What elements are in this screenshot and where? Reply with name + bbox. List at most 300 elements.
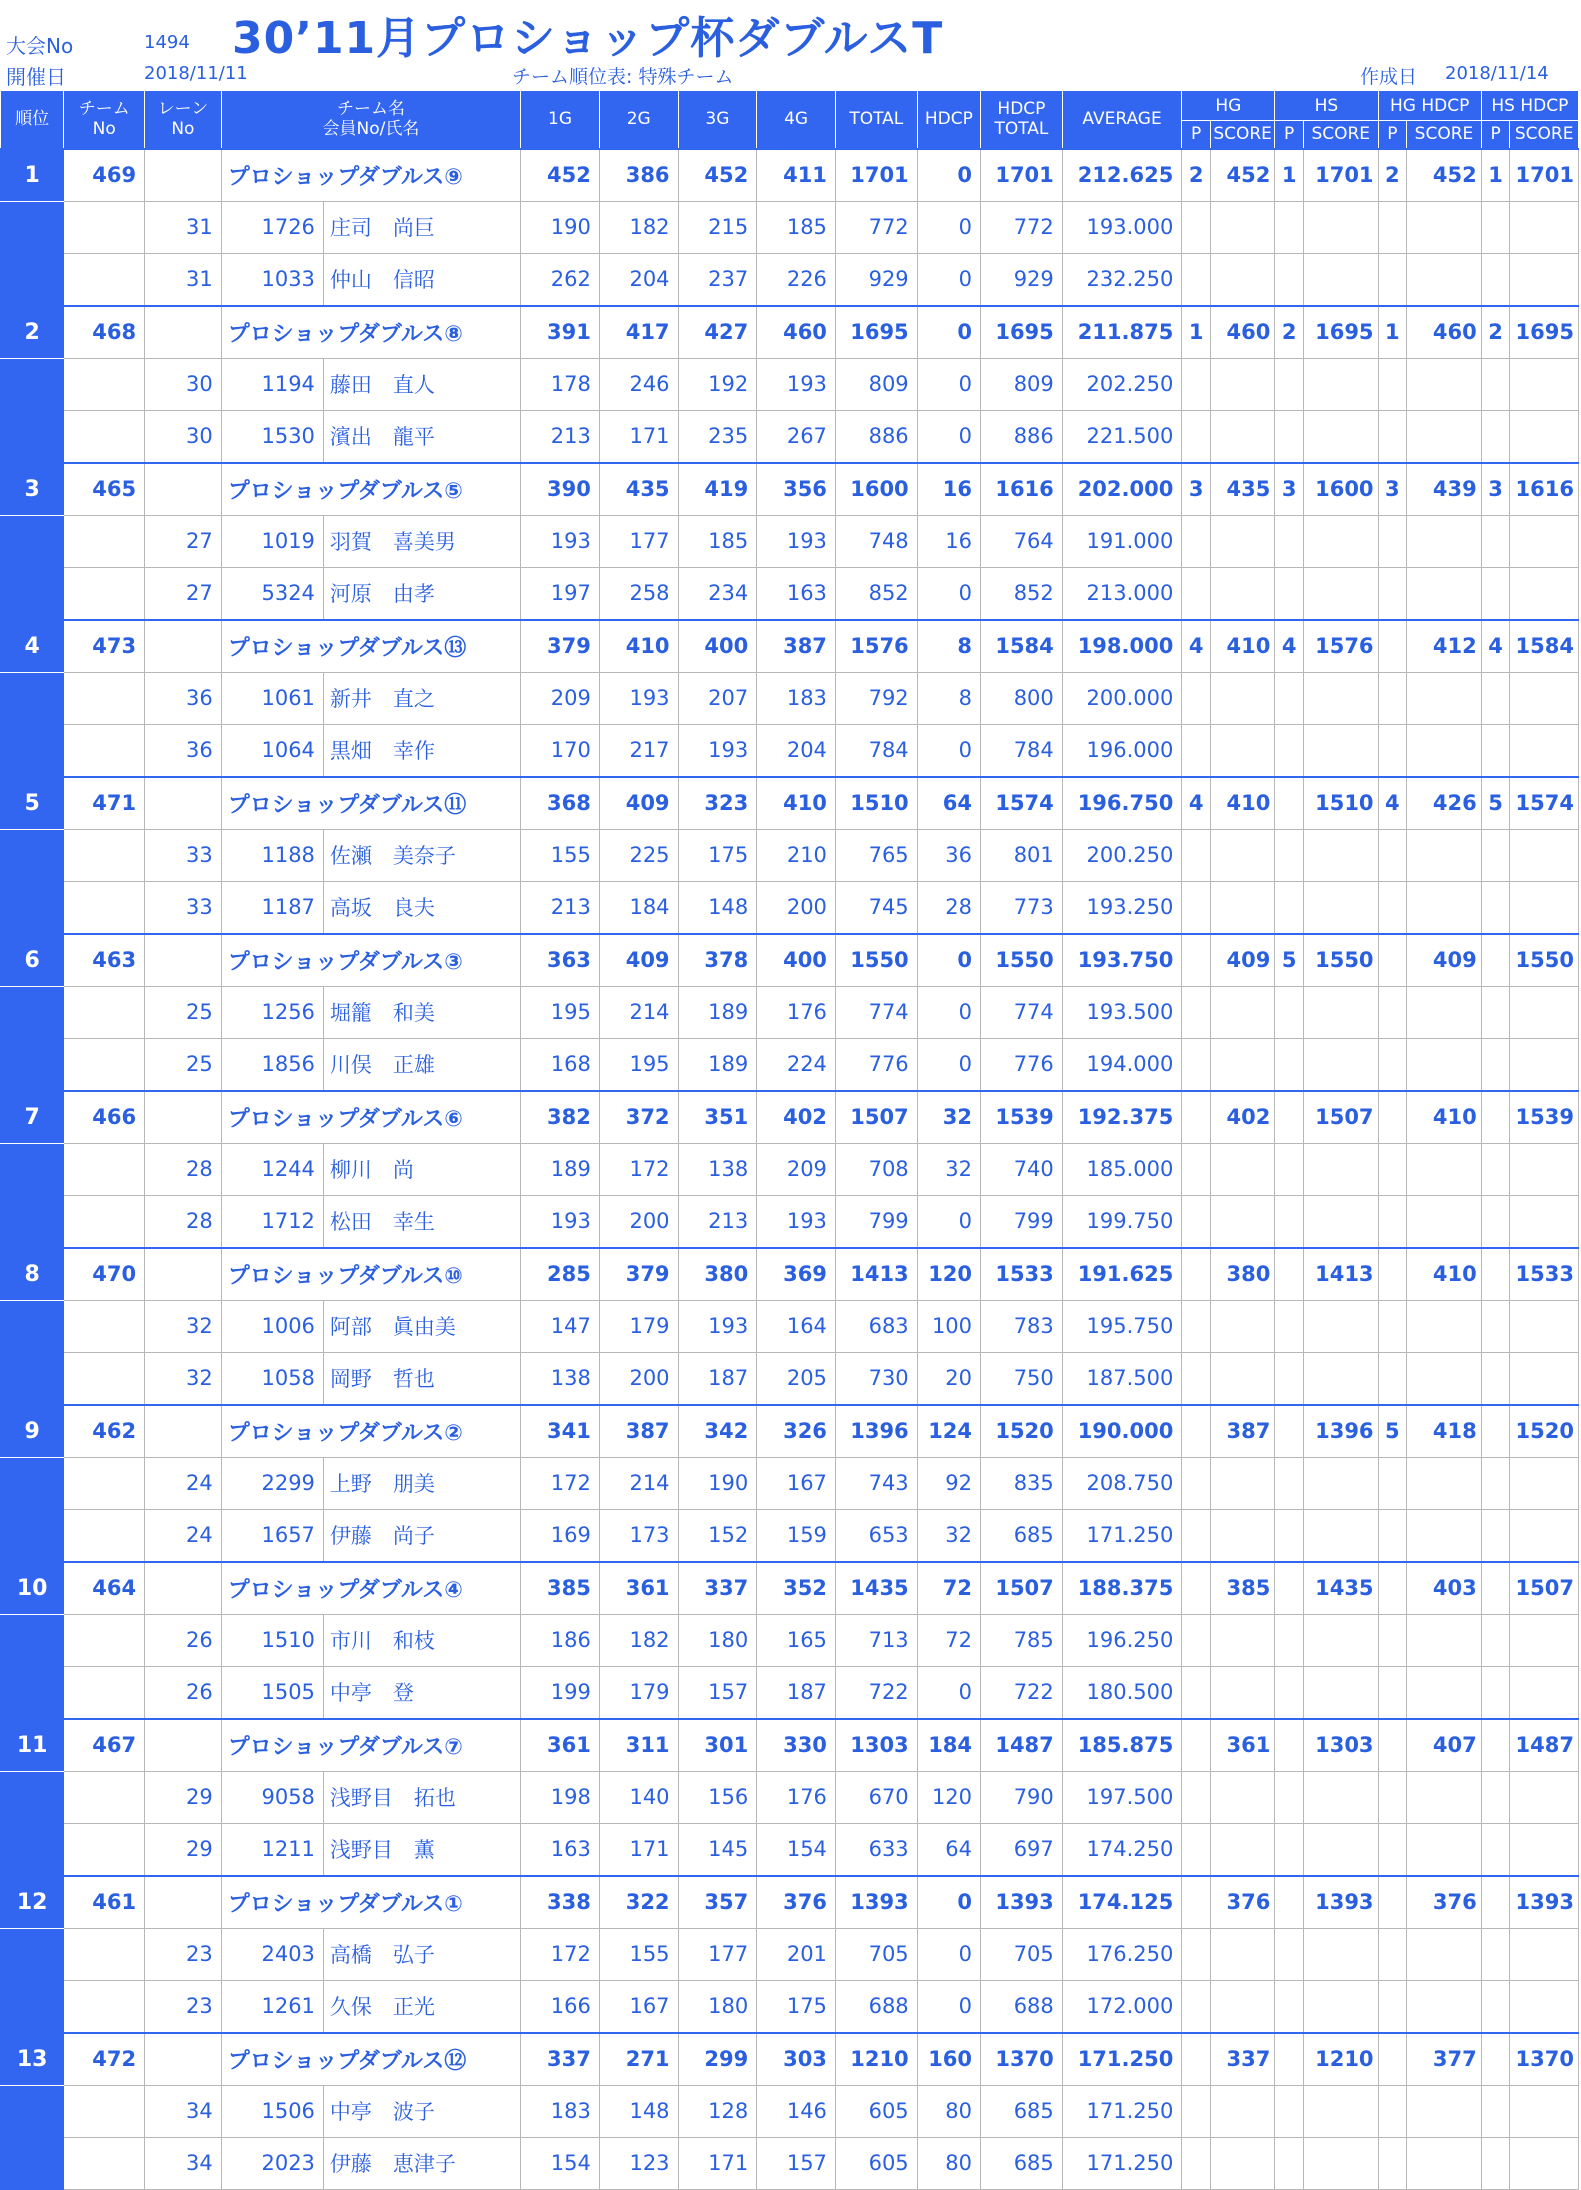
- member-name-cell: 中亭 登: [323, 1666, 520, 1719]
- prize-empty-cell: [1303, 1509, 1378, 1562]
- member-g4-cell: 167: [757, 1457, 836, 1509]
- prize-empty-cell: [1510, 672, 1579, 724]
- prize-empty-cell: [1275, 1980, 1304, 2033]
- prize-place-cell: 5: [1481, 777, 1510, 830]
- prize-score-cell: 376: [1210, 1876, 1274, 1929]
- team-row: [1, 1719, 1579, 1772]
- rank-cell: [1, 1457, 64, 1509]
- member-g3-cell: 152: [678, 1509, 757, 1562]
- team-g3-cell: 299: [678, 2033, 757, 2086]
- col-hs-hdcp: HS HDCP: [1481, 91, 1578, 121]
- team-average-cell: 198.000: [1062, 620, 1182, 673]
- col-hg: HG: [1182, 91, 1275, 121]
- member-total-cell: 653: [835, 1509, 917, 1562]
- member-hdcp-cell: 0: [917, 253, 980, 306]
- team-no-cell: [64, 2085, 145, 2137]
- prize-empty-cell: [1182, 986, 1211, 1038]
- team-hdcp_total-cell: 1533: [981, 1248, 1063, 1301]
- member-g3-cell: 177: [678, 1928, 757, 1980]
- col-hsh-score: SCORE: [1510, 121, 1579, 149]
- prize-empty-cell: [1210, 1300, 1274, 1352]
- member-g4-cell: 193: [757, 1195, 836, 1248]
- team-row: [1, 620, 1579, 673]
- team-average-cell: 191.625: [1062, 1248, 1182, 1301]
- team-no-cell: [64, 1666, 145, 1719]
- member-g2-cell: 148: [599, 2085, 678, 2137]
- team-no-cell: [64, 1038, 145, 1091]
- prize-place-cell: 1: [1378, 306, 1407, 359]
- prize-empty-cell: [1407, 1457, 1482, 1509]
- prize-score-cell: 418: [1407, 1405, 1482, 1458]
- prize-empty-cell: [1510, 724, 1579, 777]
- member-g2-cell: 140: [599, 1771, 678, 1823]
- team-name-cell: プロショップダブルス⑨: [221, 149, 520, 202]
- prize-empty-cell: [1378, 358, 1407, 410]
- member-g4-cell: 267: [757, 410, 836, 463]
- prize-empty-cell: [1407, 1666, 1482, 1719]
- lane-cell: 23: [145, 1980, 222, 2033]
- member-g3-cell: 237: [678, 253, 757, 306]
- prize-empty-cell: [1481, 1980, 1510, 2033]
- member-average-cell: 202.250: [1062, 358, 1182, 410]
- created-date: 2018/11/14: [1445, 63, 1549, 84]
- prize-empty-cell: [1407, 1143, 1482, 1195]
- prize-place-cell: [1182, 1405, 1211, 1458]
- member-no-cell: 1061: [221, 672, 323, 724]
- lane-cell: 27: [145, 567, 222, 620]
- prize-empty-cell: [1210, 881, 1274, 934]
- lane-cell: 33: [145, 829, 222, 881]
- prize-empty-cell: [1210, 253, 1274, 306]
- team-no-cell: [64, 1509, 145, 1562]
- member-hdcp_total-cell: 784: [981, 724, 1063, 777]
- member-hdcp-cell: 0: [917, 1928, 980, 1980]
- prize-empty-cell: [1275, 2085, 1304, 2137]
- team-name-cell: プロショップダブルス⑩: [221, 1248, 520, 1301]
- member-g4-cell: 204: [757, 724, 836, 777]
- team-row: [1, 2033, 1579, 2086]
- member-g4-cell: 154: [757, 1823, 836, 1876]
- member-hdcp_total-cell: 773: [981, 881, 1063, 934]
- member-no-cell: 1256: [221, 986, 323, 1038]
- member-total-cell: 713: [835, 1614, 917, 1666]
- report-subtitle: チーム順位表: 特殊チーム: [512, 66, 734, 88]
- member-g1-cell: 190: [521, 201, 600, 253]
- prize-empty-cell: [1182, 2085, 1211, 2137]
- member-no-cell: 1019: [221, 515, 323, 567]
- team-g1-cell: 338: [521, 1876, 600, 1929]
- prize-empty-cell: [1481, 1614, 1510, 1666]
- prize-place-cell: [1378, 934, 1407, 987]
- member-g1-cell: 189: [521, 1143, 600, 1195]
- col-hs: HS: [1275, 91, 1378, 121]
- member-total-cell: 683: [835, 1300, 917, 1352]
- prize-place-cell: [1275, 1248, 1304, 1301]
- member-g1-cell: 262: [521, 253, 600, 306]
- member-hdcp-cell: 0: [917, 1980, 980, 2033]
- prize-empty-cell: [1182, 1038, 1211, 1091]
- rank-cell: [1, 1666, 64, 1719]
- rank-cell: [1, 986, 64, 1038]
- col-hgh-p: P: [1378, 121, 1407, 149]
- member-row: [1, 1143, 1579, 1195]
- member-g1-cell: 178: [521, 358, 600, 410]
- col-hg-hdcp: HG HDCP: [1378, 91, 1481, 121]
- rank-cell: [1, 1195, 64, 1248]
- prize-empty-cell: [1407, 2085, 1482, 2137]
- prize-score-cell: 387: [1210, 1405, 1274, 1458]
- prize-empty-cell: [1303, 1928, 1378, 1980]
- member-g3-cell: 234: [678, 567, 757, 620]
- member-row: [1, 1614, 1579, 1666]
- member-total-cell: 784: [835, 724, 917, 777]
- prize-empty-cell: [1303, 724, 1378, 777]
- prize-empty-cell: [1182, 1352, 1211, 1405]
- member-g2-cell: 246: [599, 358, 678, 410]
- prize-empty-cell: [1182, 1300, 1211, 1352]
- team-total-cell: 1210: [835, 2033, 917, 2086]
- prize-empty-cell: [1275, 358, 1304, 410]
- prize-empty-cell: [1407, 1928, 1482, 1980]
- team-hdcp_total-cell: 1507: [981, 1562, 1063, 1615]
- prize-empty-cell: [1510, 1195, 1579, 1248]
- prize-score-cell: 1616: [1510, 463, 1579, 516]
- team-g4-cell: 303: [757, 2033, 836, 2086]
- member-average-cell: 174.250: [1062, 1823, 1182, 1876]
- prize-score-cell: 1303: [1303, 1719, 1378, 1772]
- lane-cell: [145, 934, 222, 987]
- rank-cell: [1, 1143, 64, 1195]
- lane-cell: [145, 1876, 222, 1929]
- team-g1-cell: 385: [521, 1562, 600, 1615]
- prize-empty-cell: [1510, 829, 1579, 881]
- prize-empty-cell: [1275, 829, 1304, 881]
- prize-empty-cell: [1275, 986, 1304, 1038]
- member-row: [1, 1771, 1579, 1823]
- member-g2-cell: 182: [599, 1614, 678, 1666]
- member-g2-cell: 217: [599, 724, 678, 777]
- prize-empty-cell: [1510, 986, 1579, 1038]
- member-average-cell: 221.500: [1062, 410, 1182, 463]
- prize-empty-cell: [1510, 1300, 1579, 1352]
- rank-cell: [1, 1352, 64, 1405]
- prize-empty-cell: [1182, 881, 1211, 934]
- prize-empty-cell: [1275, 1038, 1304, 1091]
- prize-place-cell: [1481, 934, 1510, 987]
- member-average-cell: 200.250: [1062, 829, 1182, 881]
- member-no-cell: 1261: [221, 1980, 323, 2033]
- prize-empty-cell: [1378, 201, 1407, 253]
- team-g1-cell: 391: [521, 306, 600, 359]
- prize-empty-cell: [1378, 2137, 1407, 2189]
- prize-empty-cell: [1303, 1038, 1378, 1091]
- team-g3-cell: 351: [678, 1091, 757, 1144]
- member-hdcp-cell: 0: [917, 1195, 980, 1248]
- member-hdcp-cell: 100: [917, 1300, 980, 1352]
- team-row: [1, 306, 1579, 359]
- prize-empty-cell: [1275, 1143, 1304, 1195]
- member-name-cell: 川俣 正雄: [323, 1038, 520, 1091]
- prize-empty-cell: [1303, 2137, 1378, 2189]
- member-g3-cell: 213: [678, 1195, 757, 1248]
- team-g2-cell: 322: [599, 1876, 678, 1929]
- member-no-cell: 2403: [221, 1928, 323, 1980]
- prize-empty-cell: [1303, 1300, 1378, 1352]
- lane-cell: 32: [145, 1300, 222, 1352]
- team-name-cell: プロショップダブルス⑦: [221, 1719, 520, 1772]
- prize-empty-cell: [1481, 829, 1510, 881]
- prize-place-cell: [1275, 2033, 1304, 2086]
- team-hdcp-cell: 0: [917, 1876, 980, 1929]
- prize-empty-cell: [1210, 1195, 1274, 1248]
- lane-cell: [145, 1248, 222, 1301]
- prize-empty-cell: [1303, 1771, 1378, 1823]
- team-no-cell: [64, 1823, 145, 1876]
- col-hs-p: P: [1275, 121, 1304, 149]
- team-g4-cell: 369: [757, 1248, 836, 1301]
- event-date: 2018/11/11: [144, 63, 248, 84]
- prize-empty-cell: [1275, 672, 1304, 724]
- prize-score-cell: 460: [1407, 306, 1482, 359]
- team-average-cell: 188.375: [1062, 1562, 1182, 1615]
- member-no-cell: 1506: [221, 2085, 323, 2137]
- prize-empty-cell: [1407, 1823, 1482, 1876]
- team-g3-cell: 452: [678, 149, 757, 202]
- prize-empty-cell: [1182, 1823, 1211, 1876]
- prize-score-cell: 1210: [1303, 2033, 1378, 2086]
- member-hdcp-cell: 32: [917, 1509, 980, 1562]
- team-g4-cell: 411: [757, 149, 836, 202]
- member-g2-cell: 200: [599, 1195, 678, 1248]
- rank-cell: 10: [1, 1562, 64, 1615]
- prize-place-cell: [1378, 1719, 1407, 1772]
- member-g2-cell: 179: [599, 1666, 678, 1719]
- member-hdcp_total-cell: 774: [981, 986, 1063, 1038]
- prize-empty-cell: [1210, 1457, 1274, 1509]
- member-row: [1, 201, 1579, 253]
- col-average: AVERAGE: [1062, 91, 1182, 149]
- member-hdcp_total-cell: 697: [981, 1823, 1063, 1876]
- team-total-cell: 1507: [835, 1091, 917, 1144]
- prize-empty-cell: [1481, 1666, 1510, 1719]
- member-g4-cell: 176: [757, 986, 836, 1038]
- prize-empty-cell: [1481, 1928, 1510, 1980]
- member-g2-cell: 193: [599, 672, 678, 724]
- rank-cell: 8: [1, 1248, 64, 1301]
- prize-empty-cell: [1481, 724, 1510, 777]
- prize-empty-cell: [1275, 253, 1304, 306]
- prize-place-cell: [1481, 1091, 1510, 1144]
- col-lane-no: レーン No: [145, 91, 222, 149]
- member-average-cell: 187.500: [1062, 1352, 1182, 1405]
- member-average-cell: 195.750: [1062, 1300, 1182, 1352]
- rank-cell: [1, 881, 64, 934]
- member-g4-cell: 164: [757, 1300, 836, 1352]
- rank-cell: [1, 1771, 64, 1823]
- col-3g: 3G: [678, 91, 757, 149]
- team-hdcp_total-cell: 1550: [981, 934, 1063, 987]
- member-no-cell: 1510: [221, 1614, 323, 1666]
- prize-score-cell: 337: [1210, 2033, 1274, 2086]
- team-g1-cell: 452: [521, 149, 600, 202]
- team-row: [1, 1248, 1579, 1301]
- lane-cell: 25: [145, 986, 222, 1038]
- prize-score-cell: 1695: [1510, 306, 1579, 359]
- team-row: [1, 1405, 1579, 1458]
- member-average-cell: 199.750: [1062, 1195, 1182, 1248]
- prize-place-cell: [1378, 1876, 1407, 1929]
- team-g3-cell: 337: [678, 1562, 757, 1615]
- prize-empty-cell: [1407, 881, 1482, 934]
- member-no-cell: 1006: [221, 1300, 323, 1352]
- member-hdcp_total-cell: 764: [981, 515, 1063, 567]
- member-g2-cell: 258: [599, 567, 678, 620]
- team-hdcp_total-cell: 1584: [981, 620, 1063, 673]
- team-hdcp-cell: 16: [917, 463, 980, 516]
- col-team-no: チーム No: [64, 91, 145, 149]
- team-g4-cell: 326: [757, 1405, 836, 1458]
- prize-empty-cell: [1510, 1823, 1579, 1876]
- member-total-cell: 743: [835, 1457, 917, 1509]
- lane-cell: [145, 463, 222, 516]
- prize-place-cell: [1182, 1248, 1211, 1301]
- member-row: [1, 2137, 1579, 2189]
- member-average-cell: 176.250: [1062, 1928, 1182, 1980]
- prize-empty-cell: [1481, 1195, 1510, 1248]
- member-no-cell: 1530: [221, 410, 323, 463]
- team-hdcp_total-cell: 1539: [981, 1091, 1063, 1144]
- member-total-cell: 776: [835, 1038, 917, 1091]
- prize-empty-cell: [1303, 2085, 1378, 2137]
- prize-empty-cell: [1210, 2085, 1274, 2137]
- rank-cell: [1, 1823, 64, 1876]
- team-row: [1, 1091, 1579, 1144]
- rank-cell: 4: [1, 620, 64, 673]
- member-g1-cell: 166: [521, 1980, 600, 2033]
- team-average-cell: 193.750: [1062, 934, 1182, 987]
- prize-empty-cell: [1510, 1038, 1579, 1091]
- prize-empty-cell: [1303, 515, 1378, 567]
- team-hdcp_total-cell: 1616: [981, 463, 1063, 516]
- team-name-cell: プロショップダブルス⑬: [221, 620, 520, 673]
- member-no-cell: 1194: [221, 358, 323, 410]
- prize-empty-cell: [1510, 881, 1579, 934]
- team-g4-cell: 402: [757, 1091, 836, 1144]
- rank-cell: [1, 201, 64, 253]
- prize-empty-cell: [1481, 986, 1510, 1038]
- prize-empty-cell: [1210, 1771, 1274, 1823]
- team-no-cell: [64, 829, 145, 881]
- col-hdcp: HDCP: [917, 91, 980, 149]
- team-row: [1, 1876, 1579, 1929]
- member-hdcp-cell: 0: [917, 358, 980, 410]
- member-average-cell: 232.250: [1062, 253, 1182, 306]
- member-g3-cell: 145: [678, 1823, 757, 1876]
- tournament-no: 1494: [144, 32, 190, 53]
- prize-empty-cell: [1210, 1352, 1274, 1405]
- team-no-cell: 463: [64, 934, 145, 987]
- member-g2-cell: 204: [599, 253, 678, 306]
- member-hdcp_total-cell: 722: [981, 1666, 1063, 1719]
- prize-empty-cell: [1182, 724, 1211, 777]
- member-g2-cell: 172: [599, 1143, 678, 1195]
- member-g2-cell: 155: [599, 1928, 678, 1980]
- prize-empty-cell: [1275, 1457, 1304, 1509]
- member-hdcp-cell: 64: [917, 1823, 980, 1876]
- rank-cell: 1: [1, 149, 64, 202]
- rank-cell: [1, 829, 64, 881]
- team-no-cell: 467: [64, 1719, 145, 1772]
- lane-cell: 26: [145, 1614, 222, 1666]
- member-total-cell: 705: [835, 1928, 917, 1980]
- member-hdcp_total-cell: 785: [981, 1614, 1063, 1666]
- prize-empty-cell: [1275, 1300, 1304, 1352]
- member-average-cell: 193.250: [1062, 881, 1182, 934]
- team-no-cell: [64, 567, 145, 620]
- prize-empty-cell: [1378, 1352, 1407, 1405]
- member-total-cell: 774: [835, 986, 917, 1038]
- prize-empty-cell: [1378, 1823, 1407, 1876]
- rank-cell: 2: [1, 306, 64, 359]
- prize-empty-cell: [1510, 201, 1579, 253]
- prize-place-cell: [1182, 934, 1211, 987]
- member-hdcp_total-cell: 852: [981, 567, 1063, 620]
- prize-empty-cell: [1378, 1038, 1407, 1091]
- team-average-cell: 174.125: [1062, 1876, 1182, 1929]
- team-total-cell: 1393: [835, 1876, 917, 1929]
- prize-score-cell: 385: [1210, 1562, 1274, 1615]
- prize-empty-cell: [1481, 515, 1510, 567]
- lane-cell: 28: [145, 1195, 222, 1248]
- member-row: [1, 1823, 1579, 1876]
- team-g1-cell: 285: [521, 1248, 600, 1301]
- member-row: [1, 1457, 1579, 1509]
- member-name-cell: 伊藤 恵津子: [323, 2137, 520, 2189]
- col-hg-score: SCORE: [1210, 121, 1274, 149]
- prize-empty-cell: [1303, 253, 1378, 306]
- member-no-cell: 1505: [221, 1666, 323, 1719]
- prize-empty-cell: [1210, 201, 1274, 253]
- prize-empty-cell: [1510, 2085, 1579, 2137]
- prize-place-cell: [1481, 1405, 1510, 1458]
- member-total-cell: 708: [835, 1143, 917, 1195]
- team-no-cell: [64, 1352, 145, 1405]
- prize-empty-cell: [1407, 2137, 1482, 2189]
- prize-empty-cell: [1481, 358, 1510, 410]
- member-name-cell: 高橋 弘子: [323, 1928, 520, 1980]
- prize-score-cell: 1507: [1303, 1091, 1378, 1144]
- team-g3-cell: 378: [678, 934, 757, 987]
- member-hdcp_total-cell: 685: [981, 2137, 1063, 2189]
- team-row: [1, 777, 1579, 830]
- rank-cell: 9: [1, 1405, 64, 1458]
- member-g3-cell: 156: [678, 1771, 757, 1823]
- prize-score-cell: 452: [1407, 149, 1482, 202]
- team-name-cell: プロショップダブルス③: [221, 934, 520, 987]
- prize-place-cell: [1481, 2033, 1510, 2086]
- member-total-cell: 748: [835, 515, 917, 567]
- prize-place-cell: 2: [1481, 306, 1510, 359]
- member-average-cell: 171.250: [1062, 1509, 1182, 1562]
- col-hs-score: SCORE: [1303, 121, 1378, 149]
- prize-empty-cell: [1275, 1771, 1304, 1823]
- rank-cell: [1, 672, 64, 724]
- prize-empty-cell: [1303, 1980, 1378, 2033]
- team-g4-cell: 356: [757, 463, 836, 516]
- rank-cell: [1, 1928, 64, 1980]
- prize-empty-cell: [1210, 1666, 1274, 1719]
- prize-score-cell: 1533: [1510, 1248, 1579, 1301]
